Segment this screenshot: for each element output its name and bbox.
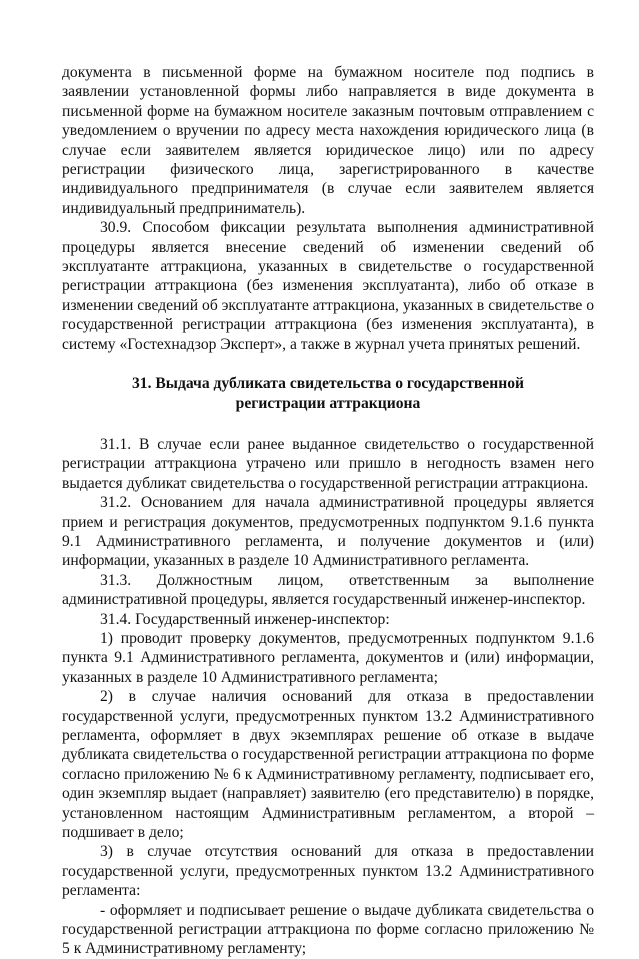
paragraph-continuation: документа в письменной форме на бумажном носителе под подпись в заявлении установленной формы либо направляется в виде документа в письменной форме на бумажном носителе заказным почтовым отправлением с уведомлением о вручении по адресу места нахождения юридического лица (в случае если заявителем является юридическое лицо) или по адресу регистрации физического лица, зарегистрированного в качестве индивидуального предпринимателя (в случае если заявителем является индивидуальный предприниматель). <box>62 64 594 217</box>
list-subitem: - оформляет и подписывает решение о выдаче дубликата свидетельства о государственной регистрации аттракциона по форме согласно приложению № 5 к Административному регламенту; <box>62 901 594 958</box>
paragraph-31-4: 31.4. Государственный инженер-инспектор: <box>100 610 390 628</box>
list-item-1: 1) проводит проверку документов, предусмотренных подпунктом 9.1.6 пункта 9.1 Административного регламента, документов и (или) информации, указанных в разделе 10 Административного регламента; <box>62 629 594 686</box>
list-item-3: 3) в случае отсутствия оснований для отказа в предоставлении государственной услуги, предусмотренных пунктом 13.2 Административного регламента: <box>62 843 594 900</box>
paragraph-30-9: 30.9. Способом фиксации результата выполнения административной процедуры является внесение сведений об изменении сведений об эксплуатанте аттракциона, указанных в свидетельстве о государственной регистрации аттракциона (без изменения эксплуатанта), либо об отказе в изменении сведений об эксплуатанте аттракциона, указанных в свидетельстве о государственной регистрации аттракциона (без изменения эксплуатанта), в систему «Гостехнадзор Эксперт», а также в журнал учета принятых решений. <box>62 219 594 353</box>
section-heading <box>62 374 594 413</box>
paragraph-31-3: 31.3. Должностным лицом, ответственным за выполнение административной процедуры, является государственный инженер-инспектор. <box>62 571 594 609</box>
paragraph-31-1: 31.1. В случае если ранее выданное свидетельство о государственной регистрации аттракциона утрачено или пришло в негодность взамен него выдается дубликат свидетельства о государственной регистрации аттракциона. <box>62 435 594 492</box>
document-body <box>62 63 594 959</box>
section-heading-line-2: регистрации аттракциона <box>235 394 421 412</box>
list-item-2: 2) в случае наличия оснований для отказа в предоставлении государственной услуги, предусмотренных пунктом 13.2 Административного регламента, оформляет в двух экземплярах решение об отказе в выдаче дубликата свидетельства о государственной регистрации аттракциона по форме согласно приложению № 6 к Административному регламенту, подписывает его, один экземпляр выдает (направляет) заявителю (его представителю) в порядке, установленном настоящим Административным регламентом, а второй – подшивает в дело; <box>62 688 594 842</box>
paragraph-31-2: 31.2. Основанием для начала административной процедуры является прием и регистрация документов, предусмотренных подпунктом 9.1.6 пункта 9.1 Административного регламента, и получение документов и (или) информации, указанных в разделе 10 Административного регламента. <box>62 494 594 570</box>
section-heading-line-1: 31. Выдача дубликата свидетельства о государственной <box>132 375 524 393</box>
